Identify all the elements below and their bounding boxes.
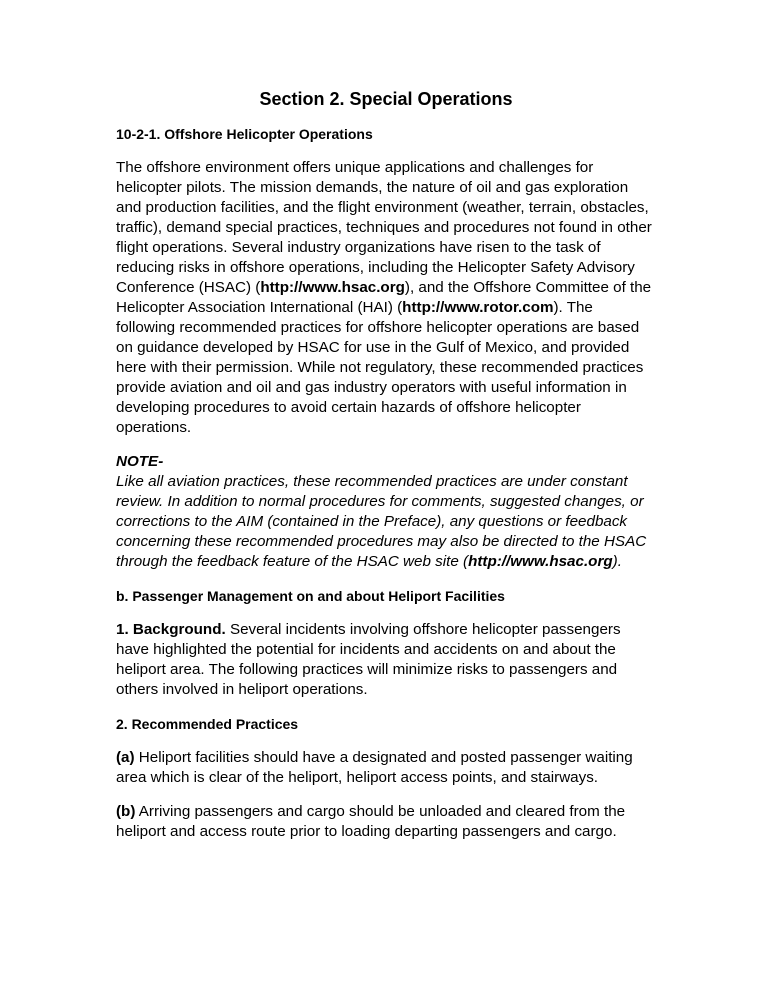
note-hsac-link[interactable]: http://www.hsac.org	[468, 553, 613, 570]
note-end: ).	[612, 553, 622, 570]
item-a-text: Heliport facilities should have a designated and posted passenger waiting area which is clear of the heliport, heliport access points, and stairways.	[116, 749, 633, 786]
background-paragraph	[116, 620, 656, 700]
note-block	[116, 452, 656, 572]
sub-heading: 10-2-1. Offshore Helicopter Operations	[116, 126, 373, 142]
intro-text-3: ). The following recommended practices for offshore helicopter operations are based on guidance developed by HSAC for use in the Gulf of Mexico, and provided here with their permission. While not regulatory, these recommended practices provide aviation and oil and gas industry operators with useful information in developing procedures to avoid certain hazards of offshore helicopter operations.	[116, 299, 644, 436]
document-page	[116, 88, 656, 856]
note-label: NOTE-	[116, 453, 164, 470]
intro-text-1: The offshore environment offers unique applications and challenges for helicopter pilots. The mission demands, the nature of oil and gas exploration and production facilities, and the flight environment (weather, terrain, obstacles, traffic), demand special practices, techniques and procedures not found in other flight operations. Several industry organizations have risen to the task of reducing risks in offshore operations, including the Helicopter Safety Advisory Conference (HSAC) (	[116, 159, 652, 296]
recommended-practices-heading: 2. Recommended Practices	[116, 716, 299, 732]
section-b-heading: b. Passenger Management on and about Heliport Facilities	[116, 588, 505, 604]
section-title: Section 2. Special Operations	[259, 89, 513, 109]
hsac-link[interactable]: http://www.hsac.org	[260, 279, 405, 296]
note-text: Like all aviation practices, these recommended practices are under constant review. In addition to normal procedures for comments, suggested changes, or corrections to the AIM (contained in the Preface), any questions or feedback concerning these recommended procedures may also be directed to the HSAC through the feedback feature of the HSAC web site (	[116, 473, 647, 570]
item-a-label: (a)	[116, 749, 135, 766]
background-text: Several incidents involving offshore helicopter passengers have highlighted the potential for incidents and accidents on and about the heliport area. The following practices will minimize risks to passengers and others involved in heliport operations.	[116, 621, 621, 698]
item-b-paragraph	[116, 802, 656, 842]
rotor-link[interactable]: http://www.rotor.com	[402, 299, 554, 316]
item-a-paragraph	[116, 748, 656, 788]
item-b-label: (b)	[116, 803, 136, 820]
background-label: 1. Background.	[116, 621, 226, 638]
intro-paragraph	[116, 158, 656, 438]
intro-text-2: ), and the Offshore Committee of the Helicopter Association International (HAI) (	[116, 279, 652, 316]
item-b-text: Arriving passengers and cargo should be unloaded and cleared from the heliport and access route prior to loading departing passengers and cargo.	[116, 803, 626, 840]
